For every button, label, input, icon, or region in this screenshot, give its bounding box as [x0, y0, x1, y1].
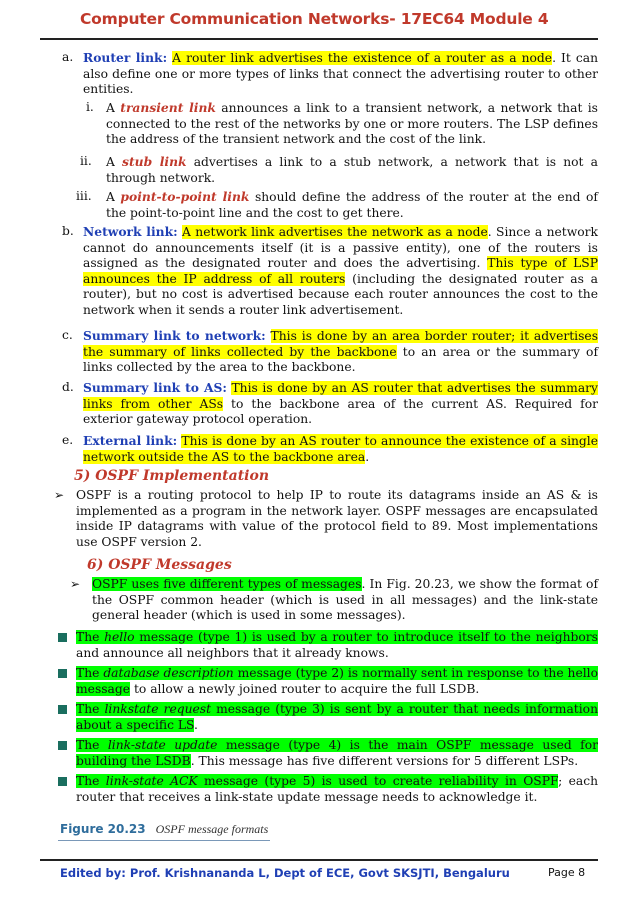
- page-footer: Edited by: Prof. Krishnananda L, Dept of ECE, Govt SKSJTI, Bengaluru: [60, 866, 510, 880]
- figure-title: OSPF message formats: [155, 822, 269, 836]
- item-term: Router link:: [83, 50, 168, 65]
- message-item-link-state-update: [76, 738, 598, 769]
- item-highlight: This is done by an AS router that advertises the summary links from other ASs: [83, 381, 598, 411]
- item-term: External link:: [83, 433, 178, 448]
- message-term: linkstate request: [104, 702, 212, 716]
- header-rule: [40, 38, 598, 40]
- subitem-marker: iii.: [76, 189, 92, 203]
- message-text: and announce all neighbors that it already knows.: [76, 645, 389, 660]
- message-item-hello: [76, 630, 598, 661]
- figure-number: Figure 20.23: [60, 822, 146, 836]
- paragraph-highlight: OSPF uses five different types of messages: [92, 577, 362, 591]
- item-text: .: [365, 449, 370, 464]
- square-bullet-icon: [58, 633, 67, 642]
- subitem-marker: ii.: [80, 154, 92, 168]
- square-bullet-icon: [58, 669, 67, 678]
- item-text-2: (including the designated router as a router), but no cost is advertised because each router announces the cost to the network when it sends a router link advertisement.: [83, 271, 598, 317]
- message-highlight: message (type 2) is normally sent in response to the hello message: [76, 666, 598, 696]
- transient-link-item: [106, 100, 598, 148]
- network-link-item: [83, 224, 598, 319]
- item-marker: a.: [62, 50, 74, 64]
- footer-rule: [40, 859, 598, 861]
- external-link-item: [83, 433, 598, 465]
- square-bullet-icon: [58, 705, 67, 714]
- message-text: .: [194, 717, 198, 732]
- arrow-bullet-icon: ➢: [70, 577, 81, 591]
- message-pre: The: [76, 666, 104, 680]
- page-header: Computer Communication Networks- 17EC64 Module 4: [80, 10, 549, 28]
- subitem-pre: A: [106, 190, 121, 204]
- message-item-database-description: [76, 666, 598, 697]
- paragraph-text: . In Fig. 20.23, we show the format of the OSPF common header (which is used in all messages) and the link-state general header (which is used in some messages).: [92, 577, 598, 623]
- message-pre: The: [76, 702, 105, 716]
- subitem-term: point-to-point link: [120, 189, 250, 204]
- message-term: link-state update: [107, 738, 218, 752]
- message-pre: The: [76, 774, 106, 788]
- figure-rule: [58, 840, 270, 841]
- ospf-messages-paragraph: [92, 577, 598, 624]
- message-pre: The: [76, 738, 108, 752]
- message-highlight: message (type 1) is used by a router to introduce itself to the neighbors: [134, 630, 598, 644]
- item-text: to an area or the summary of links collected by the area to the backbone.: [83, 344, 599, 375]
- message-term: database description: [103, 666, 234, 680]
- summary-link-network-item: [83, 328, 598, 376]
- message-text: to allow a newly joined router to acquire the full LSDB.: [130, 681, 480, 696]
- square-bullet-icon: [58, 741, 67, 750]
- item-marker: d.: [62, 380, 74, 394]
- router-link-item: [83, 50, 598, 98]
- subitem-pre: A: [106, 155, 123, 169]
- square-bullet-icon: [58, 777, 67, 786]
- subitem-term: transient link: [120, 100, 216, 115]
- message-term: link-state ACK: [105, 774, 198, 788]
- stub-link-item: [106, 154, 598, 186]
- figure-caption: [60, 822, 268, 837]
- subitem-pre: A: [106, 101, 121, 115]
- subitem-text: advertises a link to a stub network, a network that is not a through network.: [106, 155, 598, 185]
- message-highlight: message (type 5) is used to create reliability in OSPF: [197, 774, 559, 788]
- item-highlight-2: This type of LSP announces the IP address of all routers: [83, 256, 599, 286]
- arrow-bullet-icon: ➢: [54, 488, 65, 502]
- summary-link-as-item: [83, 380, 598, 428]
- item-text: . Since a network cannot do announcements itself (it is a passive entity), one of the routers is assigned as the designated router and does the advertising.: [83, 225, 598, 271]
- section-heading-ospf-implementation: 5) OSPF Implementation: [74, 468, 270, 484]
- item-term: Summary link to network:: [83, 328, 266, 343]
- item-highlight: A network link advertises the network as a node: [182, 225, 488, 239]
- subitem-term: stub link: [122, 154, 187, 169]
- message-item-link-state-ack: [76, 774, 598, 805]
- item-term: Network link:: [83, 224, 178, 239]
- message-highlight: message (type 4) is the main OSPF message used for building the LSDB: [76, 738, 598, 768]
- item-highlight: A router link advertises the existence of a router as a node: [172, 51, 553, 65]
- subitem-text: should define the address of the router at the end of the point-to-point line and the cost to get there.: [106, 190, 598, 220]
- page-number: Page 8: [548, 866, 586, 879]
- item-marker: c.: [62, 328, 73, 342]
- message-term: hello: [104, 630, 135, 644]
- subitem-text: announces a link to a transient network, a network that is connected to the rest of the networks by one or more routers. The LSP defines the address of the transient network and the cost of the link.: [106, 101, 598, 147]
- point-to-point-link-item: [106, 189, 598, 221]
- item-text: to the backbone area of the current AS. Required for exterior gateway protocol operation.: [83, 396, 598, 427]
- item-term: Summary link to AS:: [83, 380, 227, 395]
- item-highlight: This is done by an AS router to announce the existence of a single network outside the AS to the backbone area: [83, 434, 599, 464]
- message-item-linkstate-request: [76, 702, 598, 733]
- item-marker: b.: [62, 224, 74, 238]
- section-heading-ospf-messages: 6) OSPF Messages: [87, 557, 232, 573]
- message-highlight: message (type 3) is sent by a router that needs information about a specific LS: [76, 702, 598, 732]
- item-highlight: This is done by an area border router; it advertises the summary of links collected by the backbone: [83, 329, 598, 359]
- message-text: ; each router that receives a link-state update message needs to acknowledge it.: [76, 774, 599, 804]
- message-text: . This message has five different versions for 5 different LSPs.: [190, 753, 579, 768]
- subitem-marker: i.: [86, 100, 94, 114]
- ospf-implementation-paragraph: OSPF is a routing protocol to help IP to route its datagrams inside an AS & is implemented as a program in the network layer. OSPF messages are encapsulated inside IP datagrams with value of the protocol field to 89. Most implementations use OSPF version 2.: [76, 488, 598, 549]
- item-marker: e.: [62, 433, 74, 447]
- item-text: . It can also define one or more types of links that connect the advertising router to other entities.: [83, 51, 598, 97]
- message-pre: The: [76, 630, 105, 644]
